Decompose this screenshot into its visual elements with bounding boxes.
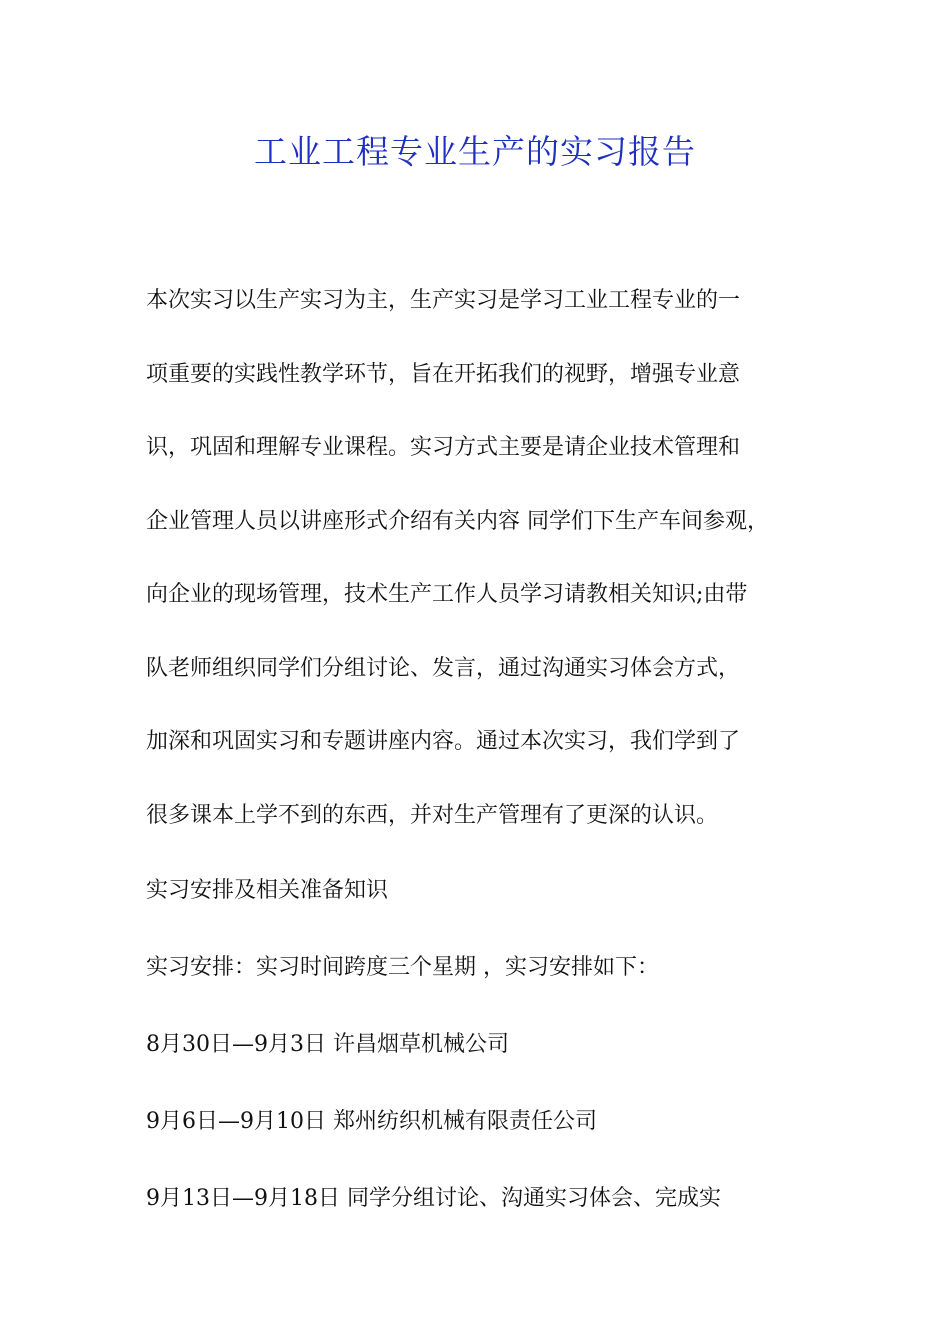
body-paragraph [146,264,836,852]
paragraph-line: 很多课本上学不到的东西，并对生产管理有了更深的认识。 [146,802,719,828]
paragraph-line: 向企业的现场管理，技术生产工作人员学习请教相关知识;由带 [146,582,748,607]
paragraph-line: 本次实习以生产实习为主，生产实习是学习工业工程专业的一 [146,288,741,313]
document-title: 工业工程专业生产的实习报告 [254,132,696,171]
arrangement-section [146,852,836,1237]
schedule-item: 9月13日—9月18日 同学分组讨论、沟通实习体会、完成实 [146,1186,721,1211]
section-heading: 实习安排及相关准备知识 [146,878,389,903]
schedule-item: 9月6日—9月10日 郑州纺织机械有限责任公司 [146,1109,597,1134]
paragraph-line: 识，巩固和理解专业课程。实习方式主要是请企业技术管理和 [146,435,741,460]
paragraph-line: 企业管理人员以讲座形式介绍有关内容 同学们下生产车间参观， [146,508,769,534]
arrangement-intro: 实习安排：实习时间跨度三个星期 ，实习安排如下： [146,955,659,980]
paragraph-line: 队老师组织同学们分组讨论、发言，通过沟通实习体会方式， [146,655,741,681]
paragraph-line: 加深和巩固实习和专题讲座内容。通过本次实习，我们学到了 [146,729,741,754]
schedule-item: 8月30日—9月3日 许昌烟草机械公司 [146,1032,509,1057]
paragraph-line: 项重要的实践性教学环节，旨在开拓我们的视野，增强专业意 [146,361,741,387]
